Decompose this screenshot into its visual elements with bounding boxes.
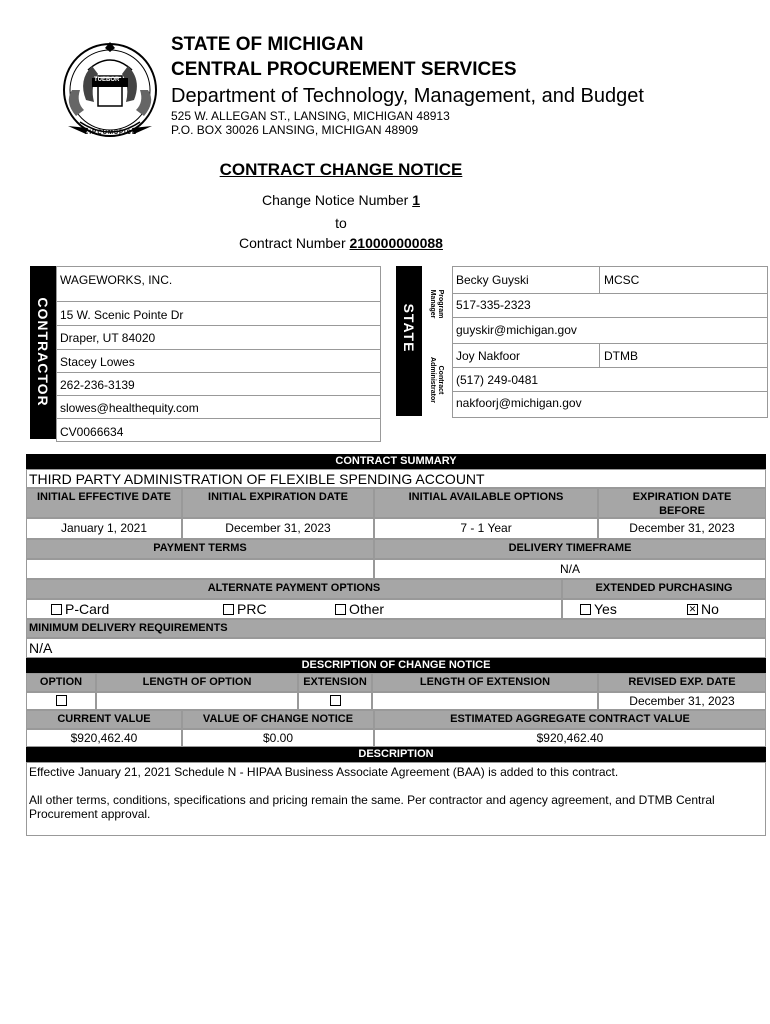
initial-options: 7 - 1 Year (374, 518, 598, 539)
contract-admin-email: nakfoorj@michigan.gov (456, 396, 582, 410)
current-value: $920,462.40 (26, 729, 182, 747)
contractor-phone: 262-236-3139 (60, 378, 135, 392)
change-notice-bar: DESCRIPTION OF CHANGE NOTICE (26, 658, 766, 673)
delivery-timeframe-value: N/A (374, 559, 766, 579)
description-text-2: All other terms, conditions, specifications and pricing remain the same. Per contractor and agency agreement, and DTMB Central Procurement approval. (29, 793, 715, 821)
col-initial-expiration: INITIAL EXPIRATION DATE (182, 488, 374, 518)
length-extension-cell (372, 692, 598, 710)
col-length-extension: LENGTH OF EXTENSION (372, 673, 598, 692)
department-name: Department of Technology, Management, and Budget (171, 85, 644, 107)
program-manager-email: guyskir@michigan.gov (456, 323, 577, 337)
description-bar: DESCRIPTION (26, 747, 766, 762)
initial-expiration-date: December 31, 2023 (182, 518, 374, 539)
col-length-option: LENGTH OF OPTION (96, 673, 298, 692)
contractor-email: slowes@healthequity.com (60, 401, 199, 415)
extension-checkbox-cell (298, 692, 372, 710)
contractor-name: WAGEWORKS, INC. (60, 273, 173, 287)
contract-number-line: Contract Number 210000000088 (239, 235, 443, 251)
prc-checkbox[interactable]: PRC (223, 601, 267, 617)
extended-no-checkbox[interactable]: ✕ No (688, 601, 719, 617)
col-extension: EXTENSION (298, 673, 372, 692)
extended-yes-checkbox[interactable]: Yes (580, 601, 617, 617)
contractor-side-label: CONTRACTOR (30, 266, 56, 439)
expiration-before-date: December 31, 2023 (598, 518, 766, 539)
alt-payment-options (26, 599, 562, 619)
contractor-contact: Stacey Lowes (60, 355, 135, 369)
pcard-checkbox[interactable]: P-Card (51, 601, 109, 617)
col-initial-effective: INITIAL EFFECTIVE DATE (26, 488, 182, 518)
extension-checkbox[interactable] (330, 695, 341, 706)
contract-admin-agency: DTMB (604, 349, 638, 363)
col-option: OPTION (26, 673, 96, 692)
other-checkbox[interactable]: Other (335, 601, 384, 617)
option-checkbox-cell (26, 692, 96, 710)
payment-terms-label: PAYMENT TERMS (26, 539, 374, 559)
seal-motto: TUEBOR (94, 77, 120, 83)
contract-admin-phone: (517) 249-0481 (456, 373, 539, 387)
aggregate-value: $920,462.40 (374, 729, 766, 747)
program-manager-label: Program Manager (429, 289, 444, 319)
contract-number: 210000000088 (349, 235, 443, 251)
change-number: 1 (412, 192, 420, 208)
contractor-city: Draper, UT 84020 (60, 331, 156, 345)
payment-terms-value (26, 559, 374, 579)
length-option-cell (96, 692, 298, 710)
description-text-1: Effective January 21, 2021 Schedule N - HIPAA Business Associate Agreement (BAA) is added to this contract. (29, 765, 619, 779)
contract-summary-bar: CONTRACT SUMMARY (26, 454, 766, 469)
agency-name: CENTRAL PROCUREMENT SERVICES (171, 59, 517, 80)
min-delivery-label: MINIMUM DELIVERY REQUIREMENTS (26, 619, 766, 638)
contract-description: THIRD PARTY ADMINISTRATION OF FLEXIBLE SPENDING ACCOUNT (26, 469, 766, 488)
contractor-street: 15 W. Scenic Pointe Dr (60, 308, 184, 322)
revised-exp-date: December 31, 2023 (598, 692, 766, 710)
contractor-vendor-id: CV0066634 (60, 425, 124, 439)
col-change-value: VALUE OF CHANGE NOTICE (182, 710, 374, 729)
alt-payment-label: ALTERNATE PAYMENT OPTIONS (26, 579, 562, 599)
state-side-label: STATE (396, 266, 422, 416)
program-manager-agency: MCSC (604, 273, 640, 287)
program-manager-phone: 517-335-2323 (456, 298, 531, 312)
change-value: $0.00 (182, 729, 374, 747)
option-checkbox[interactable] (56, 695, 67, 706)
col-current-value: CURRENT VALUE (26, 710, 182, 729)
address-line-1: 525 W. ALLEGAN ST., LANSING, MICHIGAN 48913 (171, 109, 450, 123)
col-initial-options: INITIAL AVAILABLE OPTIONS (374, 488, 598, 518)
col-expiration-before: EXPIRATION DATE BEFORE (598, 488, 766, 518)
extended-purchasing-options (562, 599, 766, 619)
initial-effective-date: January 1, 2021 (26, 518, 182, 539)
contract-admin-name: Joy Nakfoor (456, 349, 521, 363)
state-box (452, 266, 768, 418)
address-line-2: P.O. BOX 30026 LANSING, MICHIGAN 48909 (171, 123, 419, 137)
col-revised-exp-date: REVISED EXP. DATE (598, 673, 766, 692)
contract-admin-label: Contract Administrator (429, 357, 444, 403)
notice-title: CONTRACT CHANGE NOTICE (219, 160, 463, 179)
delivery-timeframe-label: DELIVERY TIMEFRAME (374, 539, 766, 559)
min-delivery-value: N/A (26, 638, 766, 658)
to-line: to (335, 215, 347, 231)
description-box (26, 762, 766, 836)
col-aggregate-value: ESTIMATED AGGREGATE CONTRACT VALUE (374, 710, 766, 729)
extended-purchasing-label: EXTENDED PURCHASING (562, 579, 766, 599)
state-name: STATE OF MICHIGAN (171, 34, 364, 55)
contractor-box (56, 266, 381, 442)
change-notice-line: Change Notice Number 1 (262, 192, 420, 208)
seal-motto-bottom: CIRCUMSPICE (84, 130, 138, 136)
program-manager-name: Becky Guyski (456, 273, 529, 287)
